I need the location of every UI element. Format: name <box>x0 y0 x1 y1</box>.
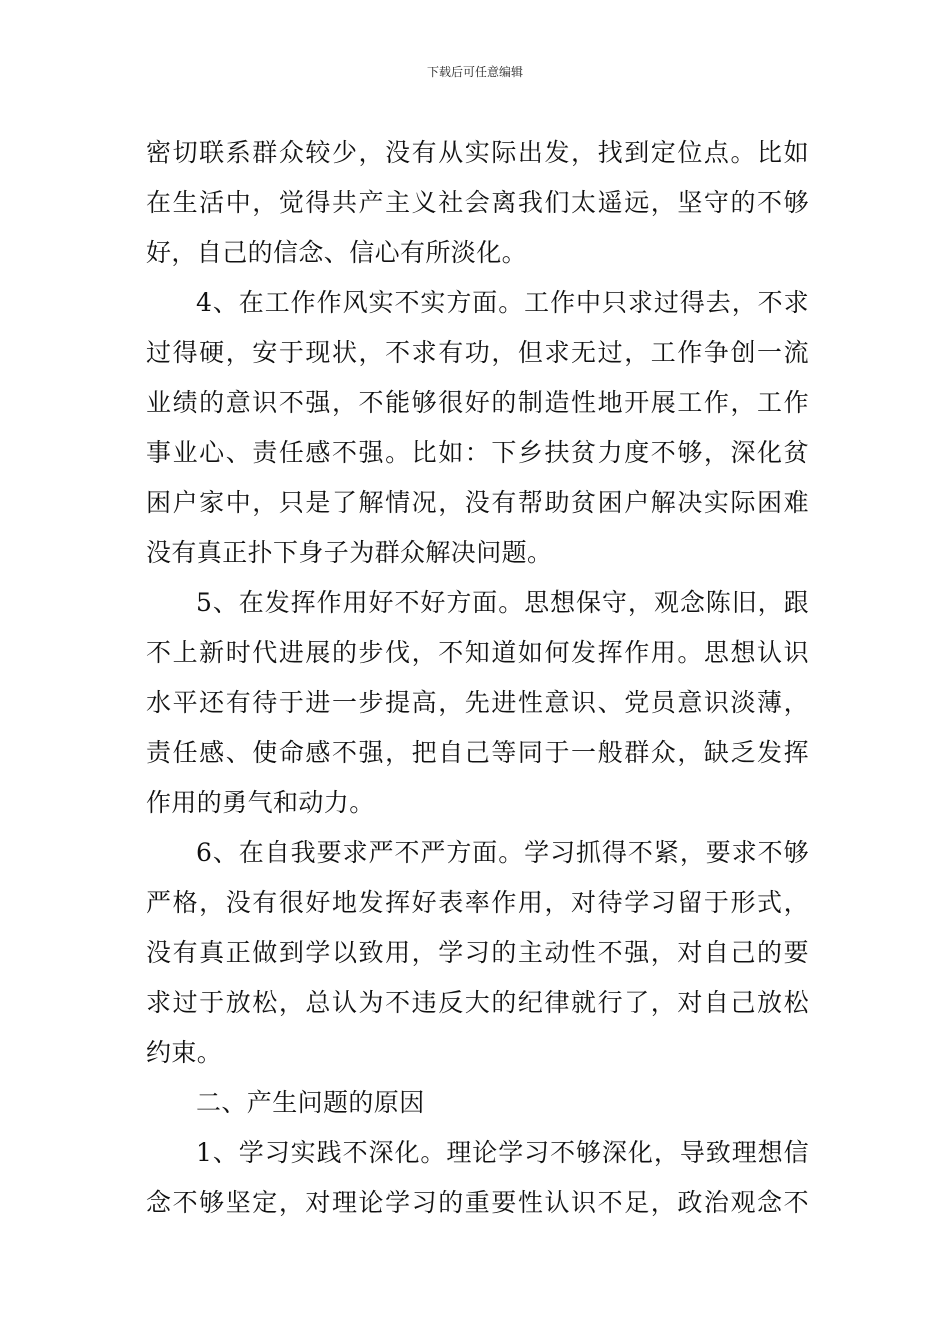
text-line: 求过于放松，总认为不违反大的纪律就行了，对自己放松 <box>146 988 809 1017</box>
text-line: 密切联系群众较少，没有从实际出发，找到定位点。比如 <box>146 138 809 167</box>
text-line: 约束。 <box>146 1038 223 1067</box>
text-line: 水平还有待于进一步提高，先进性意识、党员意识淡薄， <box>146 688 809 717</box>
section-heading <box>146 1078 809 1128</box>
text-line: 5、在发挥作用好不好方面。思想保守，观念陈旧，跟 <box>196 588 809 617</box>
text-line: 业绩的意识不强，不能够很好的制造性地开展工作，工作 <box>146 388 809 417</box>
paragraph <box>146 1128 809 1228</box>
text-line: 好，自己的信念、信心有所淡化。 <box>146 238 528 267</box>
header-note: 下载后可任意编辑 <box>426 65 523 79</box>
text-line: 不上新时代进展的步伐，不知道如何发挥作用。思想认识 <box>146 638 809 667</box>
paragraph <box>146 128 809 278</box>
text-line: 6、在自我要求严不严方面。学习抓得不紧，要求不够 <box>196 838 809 867</box>
text-line: 没有真正做到学以致用，学习的主动性不强，对自己的要 <box>146 938 809 967</box>
paragraph <box>146 578 809 828</box>
text-line: 念不够坚定，对理论学习的重要性认识不足，政治观念不 <box>146 1188 809 1217</box>
text-line: 严格，没有很好地发挥好表率作用，对待学习留于形式， <box>146 888 809 917</box>
paragraph <box>146 828 809 1078</box>
text-line: 4、在工作作风实不实方面。工作中只求过得去，不求 <box>196 288 809 317</box>
paragraph <box>146 278 809 578</box>
text-line: 作用的勇气和动力。 <box>146 788 375 817</box>
text-line: 困户家中，只是了解情况，没有帮助贫困户解决实际困难 <box>146 488 809 517</box>
text-line: 二、产生问题的原因 <box>196 1088 425 1117</box>
document-body <box>146 128 809 1228</box>
text-line: 没有真正扑下身子为群众解决问题。 <box>146 538 553 567</box>
text-line: 责任感、使命感不强，把自己等同于一般群众，缺乏发挥 <box>146 738 809 767</box>
text-line: 1、学习实践不深化。理论学习不够深化，导致理想信 <box>196 1138 809 1167</box>
text-line: 事业心、责任感不强。比如：下乡扶贫力度不够，深化贫 <box>146 438 809 467</box>
text-line: 在生活中，觉得共产主义社会离我们太遥远，坚守的不够 <box>146 188 809 217</box>
text-line: 过得硬，安于现状，不求有功，但求无过，工作争创一流 <box>146 338 809 367</box>
